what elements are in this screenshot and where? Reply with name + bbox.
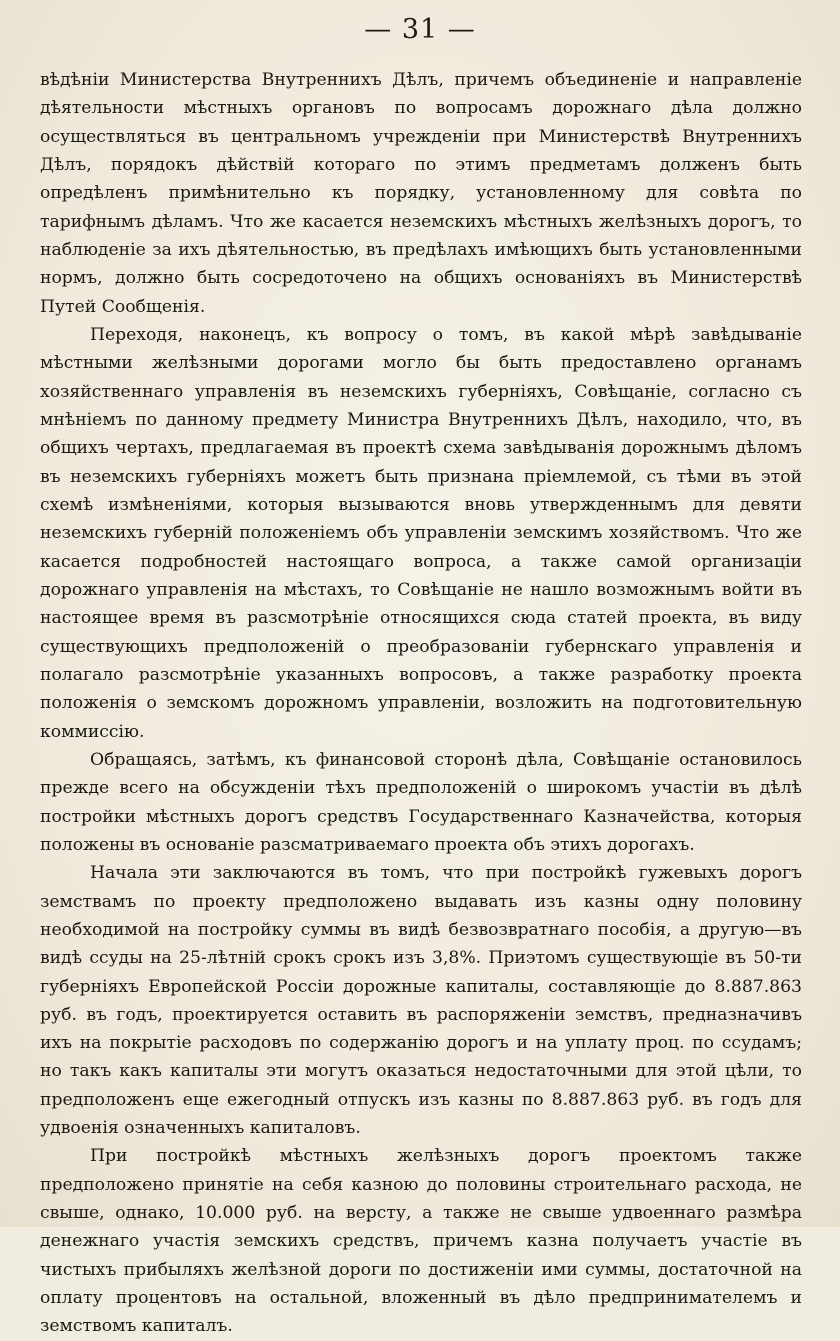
paragraph-1: вѣдѣніи Министерства Внутреннихъ Дѣлъ, причемъ объединеніе и направленіе дѣятельности мѣстныхъ органовъ по вопросамъ дорожнаго дѣла должно осуществляться въ центральномъ учрежденіи при Министерствѣ Внутреннихъ Дѣлъ, порядокъ дѣйствій котораго по этимъ предметамъ долженъ быть опредѣленъ примѣнительно къ порядку, установленному для совѣта по тарифнымъ дѣламъ. Что же касается неземскихъ мѣстныхъ желѣзныхъ дорогъ, то наблюденіе за ихъ дѣятельностью, въ предѣлахъ имѣющихъ быть установленными нормъ, должно быть сосредоточено на общихъ основаніяхъ въ Министерствѣ Путей Сообщенія. (40, 70, 802, 317)
paragraph-5: При постройкѣ мѣстныхъ желѣзныхъ дорогъ проектомъ также предположено принятіе на себя казною до половины строительнаго расхода, не свыше, однако, 10.000 руб. на версту, а также не свыше удвоеннаго размѣра денежнаго участія земскихъ средствъ, причемъ казна получаетъ участіе въ чистыхъ прибыляхъ желѣзной дороги по достиженіи ими суммы, достаточной на оплату процентовъ на остальной, вложенный въ дѣло предпринимателемъ и земствомъ капиталъ. (40, 1146, 802, 1337)
body-text (40, 66, 802, 1341)
paragraph-2: Переходя, наконецъ, къ вопросу о томъ, въ какой мѣрѣ завѣдываніе мѣстными желѣзными дорогами могло бы быть предоставлено органамъ хозяйственнаго управленія въ неземскихъ губерніяхъ, Совѣщаніе, согласно съ мнѣніемъ по данному предмету Министра Внутреннихъ Дѣлъ, находило, что, въ общихъ чертахъ, предлагаемая въ проектѣ схема завѣдыванія дорожнымъ дѣломъ въ неземскихъ губерніяхъ можетъ быть признана пріемлемой, съ тѣми въ этой схемѣ измѣненіями, которыя вызываются вновь утвержденнымъ для девяти неземскихъ губерній положеніемъ объ управленіи земскимъ хозяйствомъ. Что же касается подробностей настоящаго вопроса, а также самой организаціи дорожнаго управленія на мѣстахъ, то Совѣщаніе не нашло возможнымъ войти въ настоящее время въ разсмотрѣніе относящихся сюда статей проекта, въ виду существующихъ предположеній о преобразованіи губернскаго управленія и полагало разсмотрѣніе указанныхъ вопросовъ, а также разработку проекта положенія о земскомъ дорожномъ управленіи, возложить на подготовительную коммиссію. (40, 324, 802, 742)
paragraph-3: Обращаясь, затѣмъ, къ финансовой сторонѣ дѣла, Совѣщаніе остановилось прежде всего на обсужденіи тѣхъ предположеній о широкомъ участіи въ дѣлѣ постройки мѣстныхъ дорогъ средствъ Государственнаго Казначейства, которыя положены въ основаніе разсматриваемаго проекта объ этихъ дорогахъ. (40, 749, 802, 855)
page-number: — 31 — (364, 14, 476, 45)
paragraph-4: Начала эти заключаются въ томъ, что при постройкѣ гужевыхъ дорогъ земствамъ по проекту предположено выдавать изъ казны одну половину необходимой на постройку суммы въ видѣ безвозвратнаго пособія, а другую—въ видѣ ссуды на 25-лѣтній срокъ срокъ изъ 3,8%. Приэтомъ существующіе въ 50-ти губерніяхъ Европейской Россіи дорожные капиталы, составляющіе до 8.887.863 руб. въ годъ, проектируется оставить въ распоряженіи земствъ, предназначивъ ихъ на покрытіе расходовъ по содержанію дорогъ и на уплату проц. по ссудамъ; но такъ какъ капиталы эти могутъ оказаться недостаточными для этой цѣли, то предположенъ еще ежегодный отпускъ изъ казны по 8.887.863 руб. въ годъ для удвоенія означенныхъ капиталовъ. (40, 863, 802, 1139)
